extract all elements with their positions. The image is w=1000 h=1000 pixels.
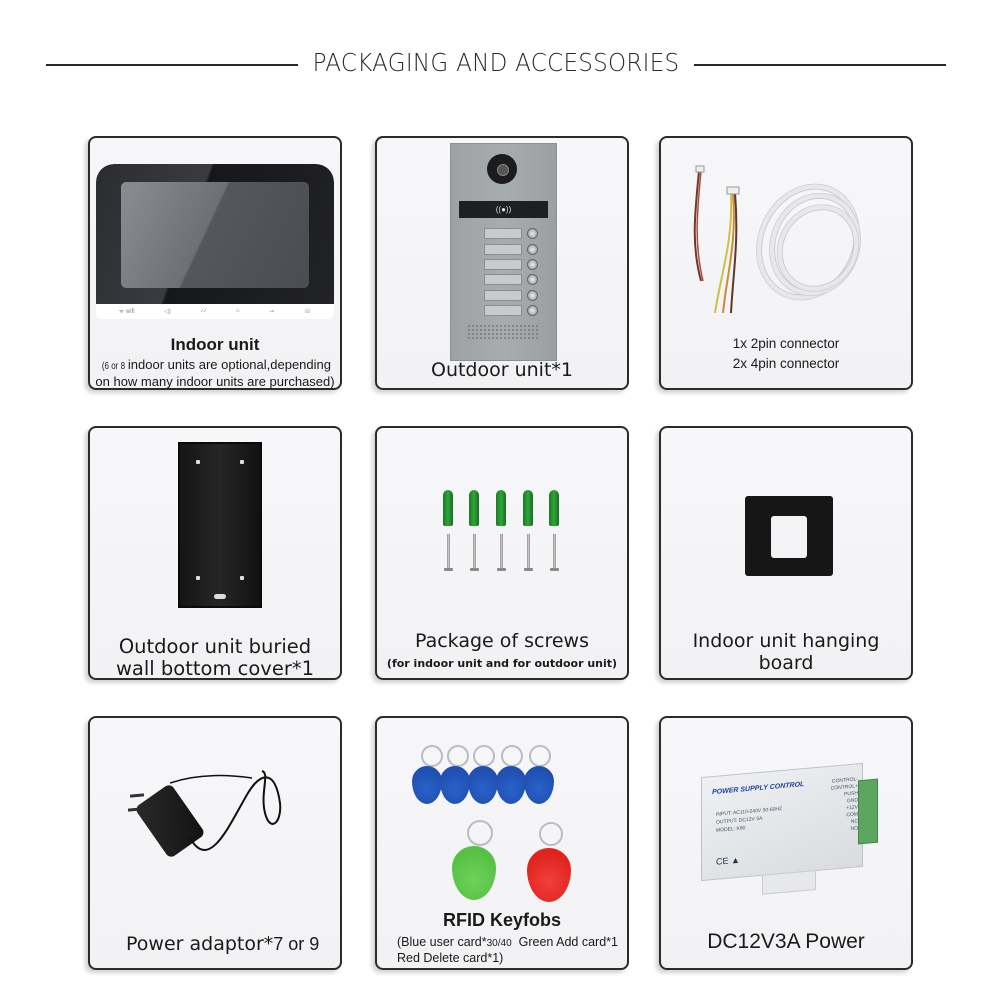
item-card-hanging-board <box>659 426 913 680</box>
item-card-wall-cover <box>88 426 342 680</box>
monitor-screen <box>121 182 309 288</box>
power-cord-icon <box>170 763 290 863</box>
psu-brand-label: POWER SUPPLY CONTROL <box>712 781 805 797</box>
hanging-board-image <box>745 496 833 576</box>
unlock-icon: ⊸ <box>269 308 275 315</box>
indoor-monitor-image <box>96 164 334 319</box>
item-caption <box>661 334 911 374</box>
caption-line1: 1x 2pin connector <box>732 336 840 351</box>
item-card-connectors <box>659 136 913 390</box>
music-icon: ♪♪ <box>200 308 207 314</box>
item-subtitle: (for indoor unit and for outdoor unit) <box>386 657 618 670</box>
blue-keyfob-icon <box>468 766 498 804</box>
blue-keyfob-icon <box>496 766 526 804</box>
subtitle-blue: (Blue user card* <box>397 935 487 949</box>
caption-title: Power adaptor* <box>126 933 274 955</box>
item-title: DC12V3A Power <box>707 930 865 953</box>
camera-icon <box>487 154 517 184</box>
speaker-grille <box>467 324 540 340</box>
outdoor-panel-image <box>450 143 557 361</box>
subtitle-line2: on how many indoor units are purchased) <box>95 374 335 389</box>
call-button-icon <box>527 244 538 255</box>
rfid-icon: ((●)) <box>459 201 548 218</box>
terminal-block <box>858 779 878 845</box>
call-button-icon <box>527 274 538 285</box>
item-title: Indoor unit <box>170 335 260 354</box>
section-header <box>46 44 946 84</box>
wifi-icon: ᯤ wifi <box>118 309 135 315</box>
mounting-bracket <box>762 870 816 895</box>
monitor-button-bar <box>104 304 326 318</box>
psu-terminal-labels: CONTROL- CONTROL+ PUSH GND +12V COM NC NO <box>830 776 858 833</box>
header-rule-right <box>694 64 946 66</box>
speaker-icon: ◁) <box>164 308 171 315</box>
psu-spec-label: INPUT: AC110-240V 50-60HZ OUTPUT: DC12V 3A MODEL: K80 <box>716 805 783 834</box>
call-button-icon <box>527 259 538 270</box>
item-caption <box>126 933 340 955</box>
item-card-rfid-keyfobs <box>375 716 629 970</box>
screw-anchor-icon <box>495 490 507 570</box>
item-card-power-adaptor <box>88 716 342 970</box>
caption-line2: wall bottom cover*1 <box>115 657 315 680</box>
call-button-icon <box>527 305 538 316</box>
ce-mark-icon: CE ▲ <box>716 854 740 867</box>
red-keyfob-icon <box>527 848 571 902</box>
subtitle-green: Green Add card*1 <box>511 935 618 949</box>
home-icon: ⌂ <box>235 308 240 314</box>
item-card-outdoor-unit <box>375 136 629 390</box>
call-button-icon <box>527 290 538 301</box>
screw-anchor-icon <box>442 490 454 570</box>
caption-line1: Indoor unit hanging <box>692 630 880 652</box>
wall-box-image <box>178 442 262 608</box>
item-caption <box>661 630 911 674</box>
page-title: PACKAGING AND ACCESSORIES <box>312 48 680 77</box>
power-supply-image <box>701 763 863 881</box>
item-title: Package of screws <box>414 630 589 652</box>
caption-qty: 7 or 9 <box>273 934 320 954</box>
subtitle-prefix: (6 or 8 <box>101 361 125 372</box>
item-subtitle <box>397 935 627 966</box>
caption-line1: Outdoor unit buried <box>118 635 312 658</box>
item-subtitle <box>90 357 340 389</box>
subtitle-line1: indoor units are optional,depending <box>127 357 331 372</box>
call-button-icon <box>527 228 538 239</box>
item-caption <box>90 636 340 680</box>
item-card-screws <box>375 426 629 680</box>
screw-anchor-icon <box>548 490 560 570</box>
subtitle-blue-qty: 30/40 <box>486 938 512 949</box>
phone-icon: ☏ <box>303 308 312 315</box>
item-title: Outdoor unit*1 <box>430 359 573 381</box>
item-card-indoor-unit <box>88 136 342 390</box>
blue-keyfob-icon <box>440 766 470 804</box>
caption-line2: board <box>758 652 814 674</box>
item-card-power-supply <box>659 716 913 970</box>
blue-keyfob-icon <box>524 766 554 804</box>
caption-line2: 2x 4pin connector <box>732 356 840 371</box>
item-title: RFID Keyfobs <box>442 910 561 930</box>
subtitle-red: Red Delete card*1) <box>397 951 504 965</box>
blue-keyfob-icon <box>412 766 442 804</box>
green-keyfob-icon <box>452 846 496 900</box>
screw-anchor-icon <box>522 490 534 570</box>
connector-wires-image <box>691 163 751 313</box>
screw-anchor-icon <box>468 490 480 570</box>
